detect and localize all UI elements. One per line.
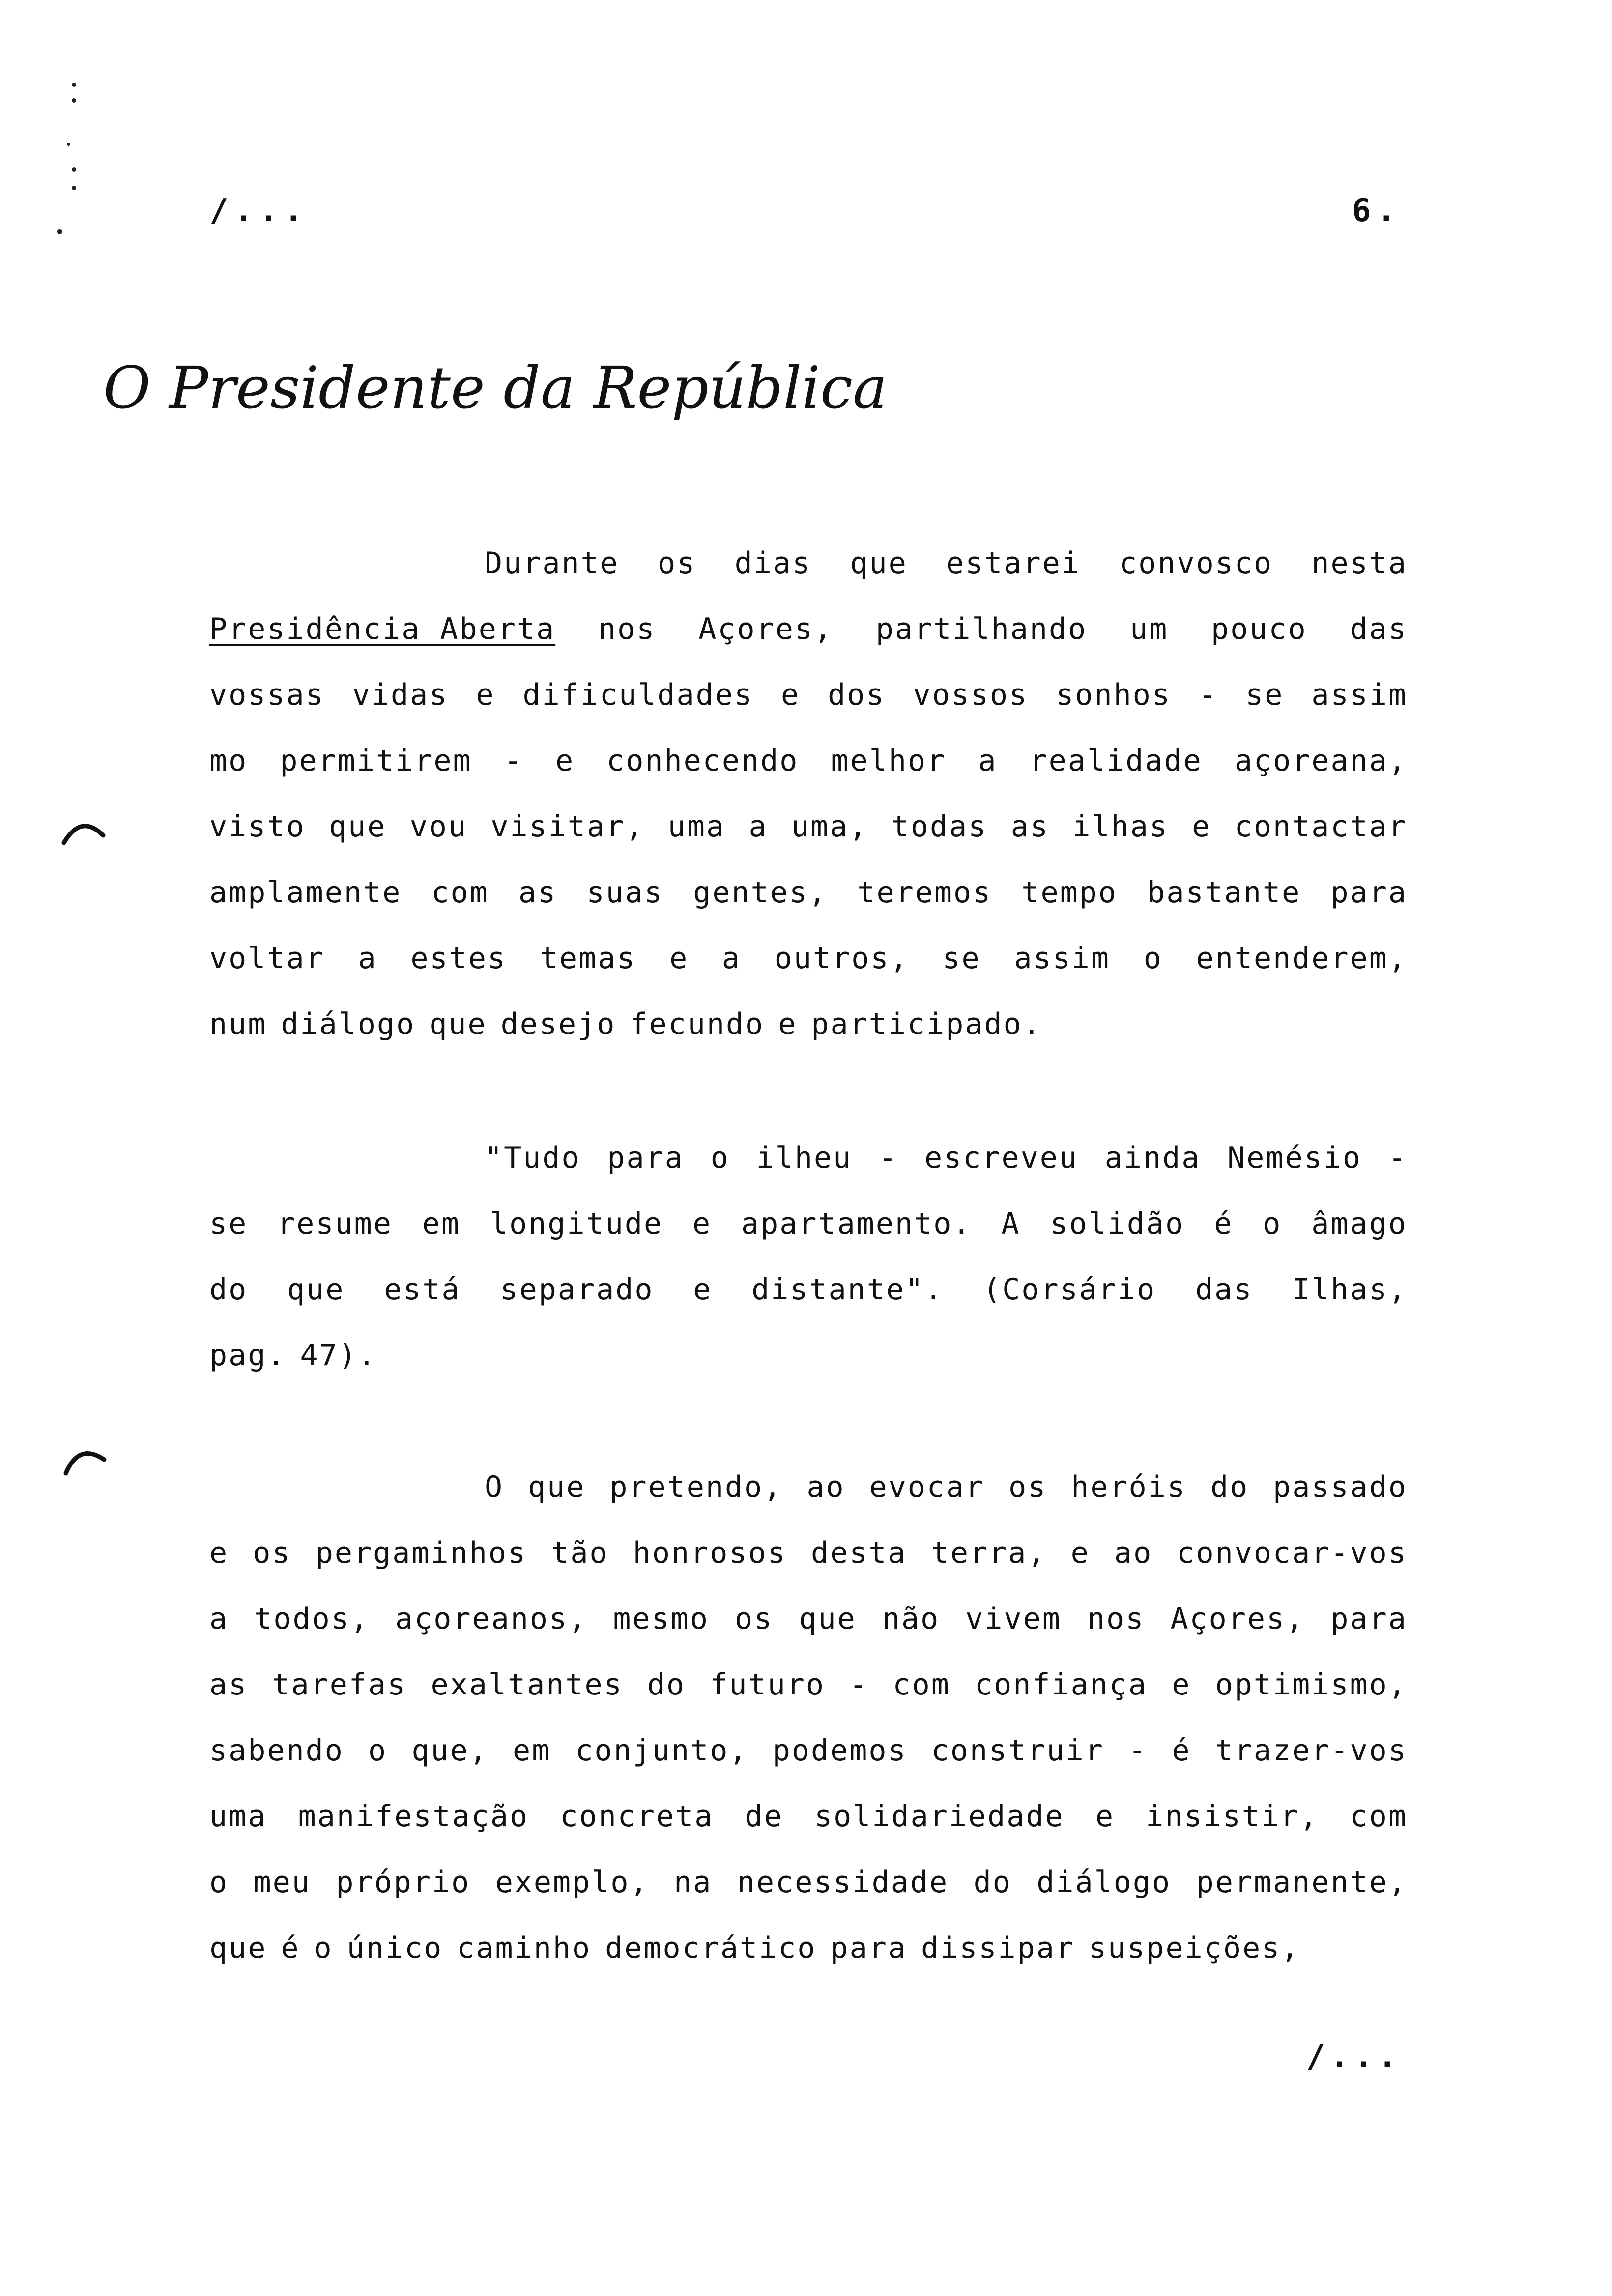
word: pretendo, — [609, 1470, 783, 1504]
word: gentes, — [693, 875, 828, 910]
word: das — [1195, 1272, 1253, 1307]
word: se — [942, 941, 981, 976]
word: para — [1330, 1602, 1408, 1636]
text-line — [209, 743, 1408, 809]
word: a — [721, 941, 742, 976]
word: honrosos — [633, 1536, 787, 1570]
text-line — [209, 1338, 1408, 1404]
word: que, — [411, 1733, 489, 1768]
word: que — [429, 1007, 487, 1041]
word: é — [1172, 1733, 1191, 1768]
word: pouco — [1211, 612, 1307, 646]
word: e — [1192, 809, 1211, 844]
text-line — [209, 809, 1408, 875]
word: convosco — [1119, 546, 1273, 580]
word: nesta — [1311, 546, 1408, 580]
word: ilhas — [1072, 809, 1169, 844]
word: heróis — [1071, 1470, 1187, 1504]
word: trazer-vos — [1215, 1733, 1408, 1768]
word: caminho — [457, 1931, 592, 1965]
word: terra, — [931, 1536, 1047, 1570]
word: teremos — [857, 875, 992, 910]
word: e — [693, 1272, 713, 1307]
word: assim — [1014, 941, 1110, 976]
word: e — [1172, 1667, 1191, 1702]
word: outros, — [774, 941, 909, 976]
paragraph — [209, 1140, 1408, 1404]
word: necessidade — [737, 1865, 949, 1899]
word: - — [1128, 1733, 1148, 1768]
word: conhecendo — [606, 744, 799, 778]
word: exemplo, — [495, 1865, 649, 1899]
word: desejo — [500, 1007, 616, 1041]
word: os — [735, 1602, 774, 1636]
word: Durante — [485, 546, 619, 580]
word: vossas — [209, 678, 325, 712]
continued-mark-bottom: /... — [1306, 2038, 1402, 2075]
word: que — [287, 1272, 345, 1307]
word: que — [528, 1470, 586, 1504]
word: nos — [1087, 1602, 1145, 1636]
word: realidade — [1029, 744, 1203, 778]
text-line — [209, 1006, 1408, 1072]
word: assim — [1311, 678, 1408, 712]
word: e — [476, 678, 495, 712]
word: Ilhas, — [1292, 1272, 1408, 1307]
text-line — [209, 875, 1408, 941]
word: e — [555, 744, 575, 778]
word: num — [209, 1007, 267, 1041]
word: escreveu — [924, 1141, 1078, 1175]
word: próprio — [336, 1865, 471, 1899]
word: - — [504, 744, 523, 778]
word: pergaminhos — [315, 1536, 527, 1570]
word: democrático — [605, 1931, 817, 1965]
word: tempo — [1021, 875, 1118, 910]
word: para — [607, 1141, 684, 1175]
word: das — [1350, 612, 1408, 646]
word: nos — [598, 612, 656, 646]
margin-dot — [72, 167, 76, 172]
word: entenderem, — [1196, 941, 1408, 976]
word: suspeições, — [1088, 1931, 1300, 1965]
word: evocar — [869, 1470, 985, 1504]
word: e — [669, 941, 689, 976]
word: 47). — [300, 1338, 377, 1373]
word: âmago — [1311, 1206, 1408, 1241]
word: que — [328, 809, 387, 844]
word: se — [209, 1206, 248, 1241]
word: para — [830, 1931, 907, 1965]
word: tão — [551, 1536, 609, 1570]
word: conjunto, — [575, 1733, 748, 1768]
word: visitar, — [490, 809, 645, 844]
word: futuro — [710, 1667, 826, 1702]
word: diálogo — [281, 1007, 416, 1041]
word: as — [518, 875, 557, 910]
word: vidas — [352, 678, 449, 712]
word: separado — [500, 1272, 654, 1307]
word: e — [780, 678, 801, 712]
word: visto — [209, 809, 306, 844]
word: passado — [1273, 1470, 1408, 1504]
word: ilheu — [756, 1141, 853, 1175]
letterhead — [98, 344, 888, 442]
word: em — [513, 1733, 551, 1768]
word: o — [368, 1733, 388, 1768]
letterhead-text: O Presidente da República — [103, 354, 888, 422]
text-line — [209, 1140, 1408, 1206]
word: dissipar — [921, 1931, 1075, 1965]
word: mo — [209, 744, 248, 778]
word: Presidência Aberta — [209, 612, 556, 646]
text-line — [209, 1272, 1408, 1338]
word: permitirem — [280, 744, 472, 778]
word: é — [1214, 1206, 1234, 1241]
word: vivem — [965, 1602, 1062, 1636]
punch-hole-mark — [59, 1445, 108, 1474]
text-line — [209, 677, 1408, 743]
text-line — [209, 1799, 1408, 1865]
word: contactar — [1234, 809, 1408, 844]
word: melhor — [831, 744, 947, 778]
word: com — [1350, 1799, 1408, 1834]
word: O — [485, 1470, 504, 1504]
word: e — [1095, 1799, 1115, 1834]
word: manifestação — [298, 1799, 529, 1834]
word: único — [346, 1931, 443, 1965]
word: voltar — [209, 941, 325, 976]
margin-dot — [67, 143, 70, 146]
word: os — [253, 1536, 291, 1570]
word: de — [745, 1799, 783, 1834]
word: "Tudo — [485, 1141, 581, 1175]
word: partilhando — [875, 612, 1088, 646]
word: optimismo, — [1215, 1667, 1408, 1702]
word: a — [358, 941, 377, 976]
word: uma — [667, 809, 726, 844]
word: estes — [410, 941, 507, 976]
word: com — [892, 1667, 950, 1702]
word: confiança — [975, 1667, 1148, 1702]
word: é — [281, 1931, 300, 1965]
text-line — [209, 611, 1408, 677]
text-line — [209, 1469, 1408, 1535]
word: suas — [586, 875, 664, 910]
text-line — [209, 545, 1408, 611]
word: - — [849, 1667, 869, 1702]
margin-dot — [57, 229, 62, 234]
word: desta — [810, 1536, 907, 1570]
word: açoreanos, — [395, 1602, 588, 1636]
word: para — [1330, 875, 1408, 910]
word: dificuldades — [522, 678, 753, 712]
paragraph — [209, 545, 1408, 1072]
word: estarei — [946, 546, 1081, 580]
text-line — [209, 1206, 1408, 1272]
text-line — [209, 1667, 1408, 1733]
word: e — [778, 1007, 798, 1041]
paragraph — [209, 1469, 1408, 1996]
word: os — [1008, 1470, 1047, 1504]
word: em — [422, 1206, 461, 1241]
word: apartamento. — [741, 1206, 972, 1241]
word: todos, — [254, 1602, 370, 1636]
word: a — [978, 744, 998, 778]
word: - — [1388, 1141, 1408, 1175]
word: bastante — [1147, 875, 1301, 910]
word: e — [692, 1206, 712, 1241]
word: construir — [931, 1733, 1104, 1768]
margin-dot — [72, 83, 76, 87]
word: não — [882, 1602, 940, 1636]
word: açoreana, — [1234, 744, 1408, 778]
word: fecundo — [630, 1007, 765, 1041]
word: ao — [1114, 1536, 1153, 1570]
word: com — [431, 875, 489, 910]
word: a — [748, 809, 768, 844]
continued-mark-top: /... — [209, 193, 309, 229]
word: sabendo — [209, 1733, 344, 1768]
word: Nemésio — [1227, 1141, 1362, 1175]
word: que — [209, 1931, 267, 1965]
word: Açores, — [698, 612, 834, 646]
word: exaltantes — [431, 1667, 623, 1702]
text-line — [209, 1930, 1408, 1996]
word: solidariedade — [814, 1799, 1065, 1834]
word: participado. — [811, 1007, 1042, 1041]
word: dos — [828, 678, 886, 712]
word: (Corsário — [983, 1272, 1156, 1307]
text-line — [209, 941, 1408, 1006]
word: longitude — [489, 1206, 663, 1241]
word: os — [658, 546, 696, 580]
word: o — [1263, 1206, 1282, 1241]
word: do — [1210, 1470, 1249, 1504]
word: sonhos — [1056, 678, 1171, 712]
punch-hole-mark — [59, 816, 108, 845]
word: diálogo — [1036, 1865, 1172, 1899]
word: temas — [540, 941, 636, 976]
word: convocar-vos — [1177, 1536, 1408, 1570]
word: todas — [891, 809, 988, 844]
word: - — [879, 1141, 898, 1175]
word: dias — [734, 546, 812, 580]
word: do — [973, 1865, 1012, 1899]
page-number: 6. — [1352, 193, 1402, 229]
word: se — [1245, 678, 1284, 712]
word: ao — [806, 1470, 845, 1504]
word: do — [647, 1667, 686, 1702]
word: uma — [209, 1799, 267, 1834]
text-line — [209, 1865, 1408, 1930]
word: mesmo — [613, 1602, 709, 1636]
text-line — [209, 1535, 1408, 1601]
word: que — [850, 546, 908, 580]
word: um — [1130, 612, 1169, 646]
word: pag. — [209, 1338, 287, 1373]
word: o — [209, 1865, 229, 1899]
word: resume — [277, 1206, 393, 1241]
word: na — [674, 1865, 713, 1899]
text-line — [209, 1733, 1408, 1799]
word: permanente, — [1196, 1865, 1408, 1899]
word: está — [384, 1272, 461, 1307]
margin-dot — [72, 98, 76, 103]
word: Açores, — [1170, 1602, 1305, 1636]
word: solidão — [1050, 1206, 1185, 1241]
word: e — [209, 1536, 229, 1570]
word: ainda — [1104, 1141, 1201, 1175]
word: e — [1070, 1536, 1090, 1570]
text-line — [209, 1601, 1408, 1667]
word: amplamente — [209, 875, 402, 910]
word: concreta — [560, 1799, 714, 1834]
word: o — [710, 1141, 730, 1175]
word: - — [1198, 678, 1218, 712]
word: A — [1001, 1206, 1021, 1241]
word: as — [209, 1667, 248, 1702]
margin-dot — [72, 186, 76, 190]
word: o — [1143, 941, 1163, 976]
word: podemos — [772, 1733, 907, 1768]
word: insistir, — [1146, 1799, 1319, 1834]
word: uma, — [791, 809, 868, 844]
word: a — [209, 1602, 229, 1636]
word: meu — [253, 1865, 311, 1899]
word: que — [799, 1602, 857, 1636]
word: distante". — [751, 1272, 944, 1307]
word: vossos — [913, 678, 1029, 712]
word: o — [314, 1931, 333, 1965]
word: vou — [409, 809, 468, 844]
word: do — [209, 1272, 248, 1307]
word: tarefas — [272, 1667, 407, 1702]
word: as — [1010, 809, 1049, 844]
